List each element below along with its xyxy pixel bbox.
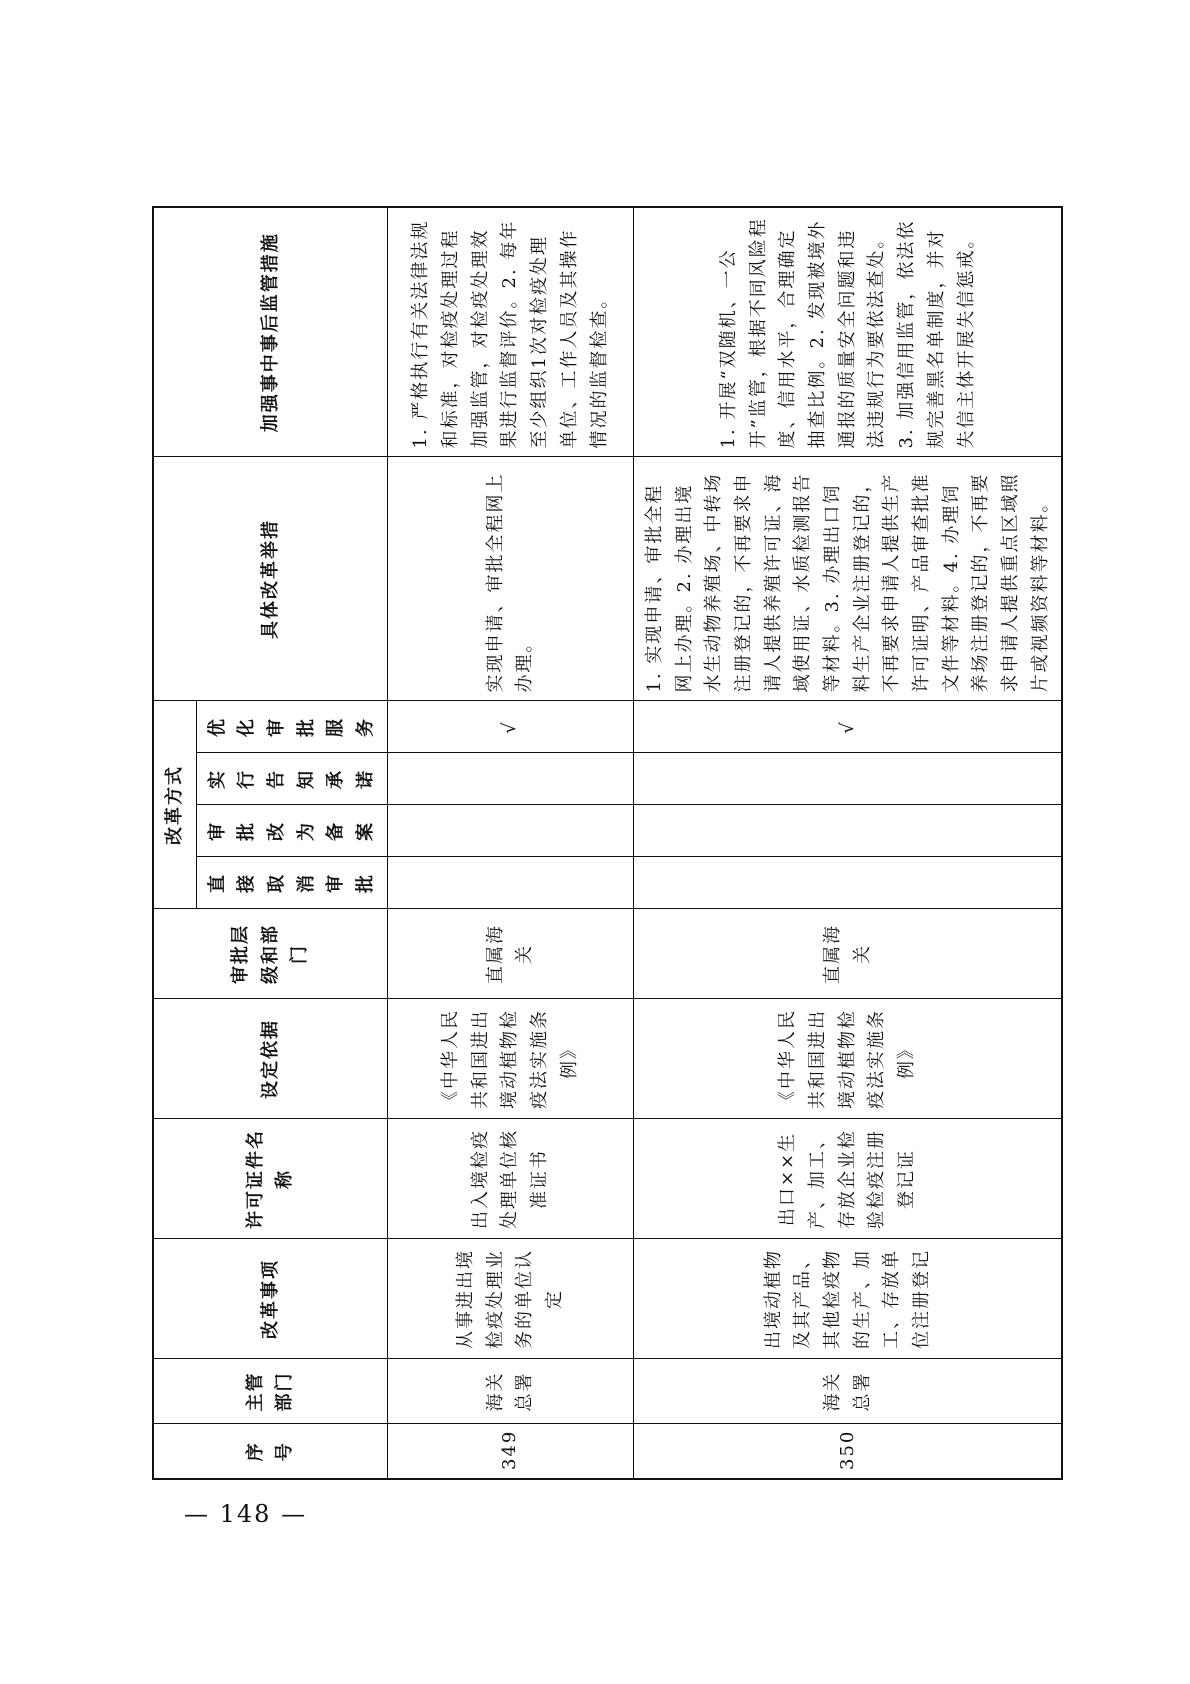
cell-seq: 350 (633, 1424, 1062, 1479)
cell-basis: 《中华人民共和国进出境动植物检疫法实施条例》 (387, 999, 633, 1119)
cell-seq: 349 (387, 1424, 633, 1479)
header-measures: 具体改革举措 (153, 457, 387, 701)
header-supervision: 加强事中事后监管措施 (153, 207, 387, 457)
cell-dept: 海关总署 (387, 1359, 633, 1424)
header-mode-cancel: 直接取消审批 (196, 857, 387, 909)
cell-dept: 海关总署 (633, 1359, 1062, 1424)
cell-mode-optimize: √ (387, 701, 633, 753)
header-mode-group: 改革方式 (153, 701, 196, 909)
table-row (387, 207, 633, 1479)
page-number: — 148 — (184, 1500, 308, 1528)
cell-level: 直属海关 (387, 909, 633, 999)
cell-supervision: 1. 严格执行有关法律法规和标准，对检疫处理过程加强监管，对检疫处理效果进行监督评价。2. 每年至少组织1次对检疫处理单位、工作人员及其操作情况的监督检查。 (387, 207, 633, 457)
table-row (633, 207, 1062, 1479)
header-mode-file: 审批改为备案 (196, 805, 387, 857)
cell-item: 出境动植物及其产品、其他检疫物的生产、加工、存放单位注册登记 (633, 1239, 1062, 1359)
cell-measures: 1. 实现申请、审批全程网上办理。2. 办理出境水生动物养殖场、中转场注册登记的，不再要求申请人提供养殖许可证、海域使用证、水质检测报告等材料。3. 办理出口饲料生产企业注册登记的，不再要求申请人提供生产许可证明、产品审查批准文件等材料。4. 办理饲养场注册登记的，不再要求申请人提供重点区域照片或视频资料等材料。 (633, 457, 1062, 701)
cell-mode-optimize: √ (633, 701, 1062, 753)
header-seq: 序号 (153, 1424, 387, 1479)
header-row (153, 207, 196, 1479)
header-basis: 设定依据 (153, 999, 387, 1119)
rotated-table-container (152, 208, 1051, 1480)
cell-mode-file (633, 805, 1062, 857)
cell-license: 出口××生产、加工、存放企业检验检疫注册登记证 (633, 1119, 1062, 1239)
cell-mode-file (387, 805, 633, 857)
cell-level: 直属海关 (633, 909, 1062, 999)
cell-license: 出入境检疫处理单位核准证书 (387, 1119, 633, 1239)
header-mode-notify: 实行告知承诺 (196, 753, 387, 805)
cell-item: 从事进出境检疫处理业务的单位认定 (387, 1239, 633, 1359)
cell-mode-cancel (633, 857, 1062, 909)
cell-mode-notify (387, 753, 633, 805)
header-license: 许可证件名称 (153, 1119, 387, 1239)
cell-mode-cancel (387, 857, 633, 909)
cell-mode-notify (633, 753, 1062, 805)
cell-measures: 实现申请、审批全程网上办理。 (387, 457, 633, 701)
cell-supervision: 1. 开展“双随机、一公开”监管，根据不同风险程度、信用水平，合理确定抽查比例。2. 发现被境外通报的质量安全问题和违法违规行为要依法查处。3. 加强信用监管，依法依规完善黑名单制度，并对失信主体开展失信惩戒。 (633, 207, 1062, 457)
header-item: 改革事项 (153, 1239, 387, 1359)
header-dept: 主管部门 (153, 1359, 387, 1424)
reform-table (152, 206, 1063, 1480)
header-level: 审批层级和部门 (153, 909, 387, 999)
header-mode-optimize: 优化审批服务 (196, 701, 387, 753)
cell-basis: 《中华人民共和国进出境动植物检疫法实施条例》 (633, 999, 1062, 1119)
